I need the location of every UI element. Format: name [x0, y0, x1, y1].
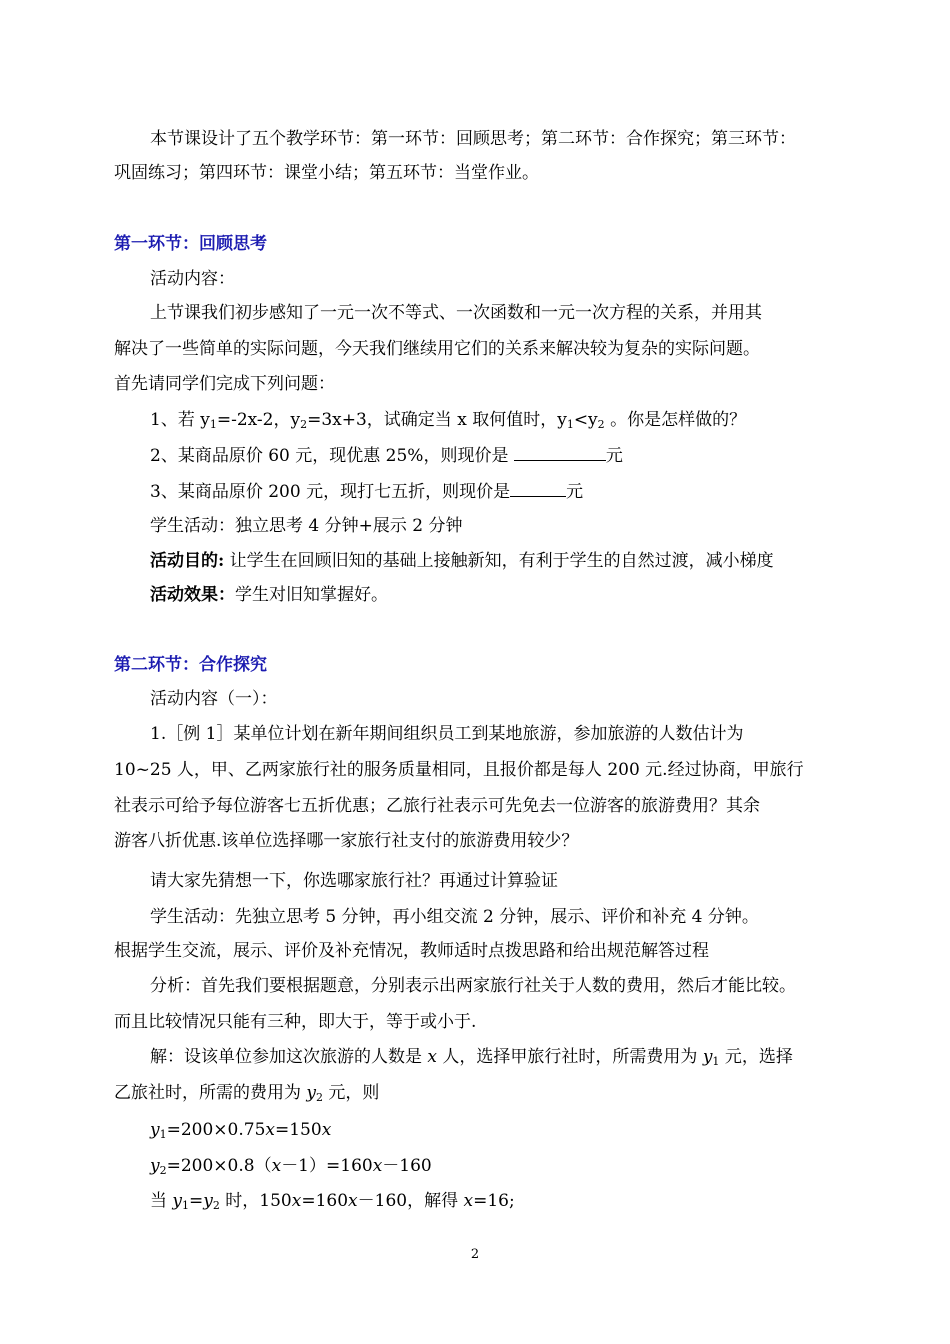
answer-blank	[510, 480, 566, 497]
guess-line: 请大家先猜想一下，你选哪家旅行社？再通过计算验证	[150, 871, 558, 891]
section2-activity-label: 活动内容（一）：	[150, 689, 278, 709]
intro-line-2: 巩固练习；第四环节：课堂小结；第五环节：当堂作业。	[114, 163, 539, 183]
example-line-3: 社表示可给予每位游客七五折优惠；乙旅行社表示可先免去一位游客的旅游费用？其余	[114, 796, 760, 816]
equation-3: 当 $y_1=y_2$ 时，150x=160x－160，解得 x=16;	[150, 1191, 515, 1212]
solution-line-1: 解：设该单位参加这次旅游的人数是 x 人，选择甲旅行社时，所需费用为 $y_1$ 元，选择	[150, 1047, 793, 1068]
equation-2: $y_2=200\times 0.8(x-1)=160x-160$	[150, 1156, 432, 1177]
question-1: 1、若 $y_1=-2x-2$，$y_2=3x+3$，试确定当 x 取何值时，$y_1<y_2$ 。你是怎样做的？	[150, 410, 747, 431]
section1-student-activity: 学生活动：独立思考 4 分钟+展示 2 分钟	[150, 516, 463, 536]
analysis-line-2: 而且比较情况只能有三种，即大于，等于或小于.	[114, 1012, 477, 1032]
section1-effect: 活动效果：学生对旧知掌握好。	[150, 585, 388, 605]
page-number: 2	[470, 1247, 480, 1262]
equation-1: $y_1=200\times 0.75x=150x$	[150, 1120, 332, 1141]
question-3: 3、某商品原价 200 元，现打七五折，则现价是 元	[150, 482, 584, 502]
question-2: 2、某商品原价 60 元，现优惠 25%，则现价是 元	[150, 446, 623, 466]
section2-student-line-2: 根据学生交流，展示、评价及补充情况，教师适时点拨思路和给出规范解答过程	[114, 941, 709, 961]
intro-line-1: 本节课设计了五个教学环节：第一环节：回顾思考；第二环节：合作探究；第三环节：	[150, 129, 796, 149]
section1-purpose: 活动目的: 让学生在回顾旧知的基础上接触新知，有利于学生的自然过渡，减小梯度	[150, 551, 774, 571]
answer-blank	[514, 444, 606, 461]
solution-line-2: 乙旅社时，所需的费用为 $y_2$ 元，则	[114, 1083, 380, 1104]
analysis-line-1: 分析：首先我们要根据题意，分别表示出两家旅行社关于人数的费用，然后才能比较。	[150, 976, 796, 996]
example-line-1: 1.［例 1］某单位计划在新年期间组织员工到某地旅游，参加旅游的人数估计为	[150, 724, 744, 744]
section1-paragraph-line-1: 上节课我们初步感知了一元一次不等式、一次函数和一元一次方程的关系，并用其	[150, 303, 762, 323]
section2-heading: 第二环节：合作探究	[114, 655, 267, 675]
example-line-4: 游客八折优惠.该单位选择哪一家旅行社支付的旅游费用较少？	[114, 831, 579, 851]
section1-paragraph-line-2: 解决了一些简单的实际问题，今天我们继续用它们的关系来解决较为复杂的实际问题。	[114, 339, 760, 359]
section1-activity-label: 活动内容：	[150, 269, 235, 289]
section1-paragraph-line-3: 首先请同学们完成下列问题：	[114, 374, 335, 394]
section2-student-line-1: 学生活动：先独立思考 5 分钟，再小组交流 2 分钟，展示、评价和补充 4 分钟。	[150, 907, 759, 927]
section1-heading: 第一环节：回顾思考	[114, 234, 267, 254]
example-line-2: 10~25 人，甲、乙两家旅行社的服务质量相同，且报价都是每人 200 元.经过协商，甲旅行	[114, 760, 804, 780]
